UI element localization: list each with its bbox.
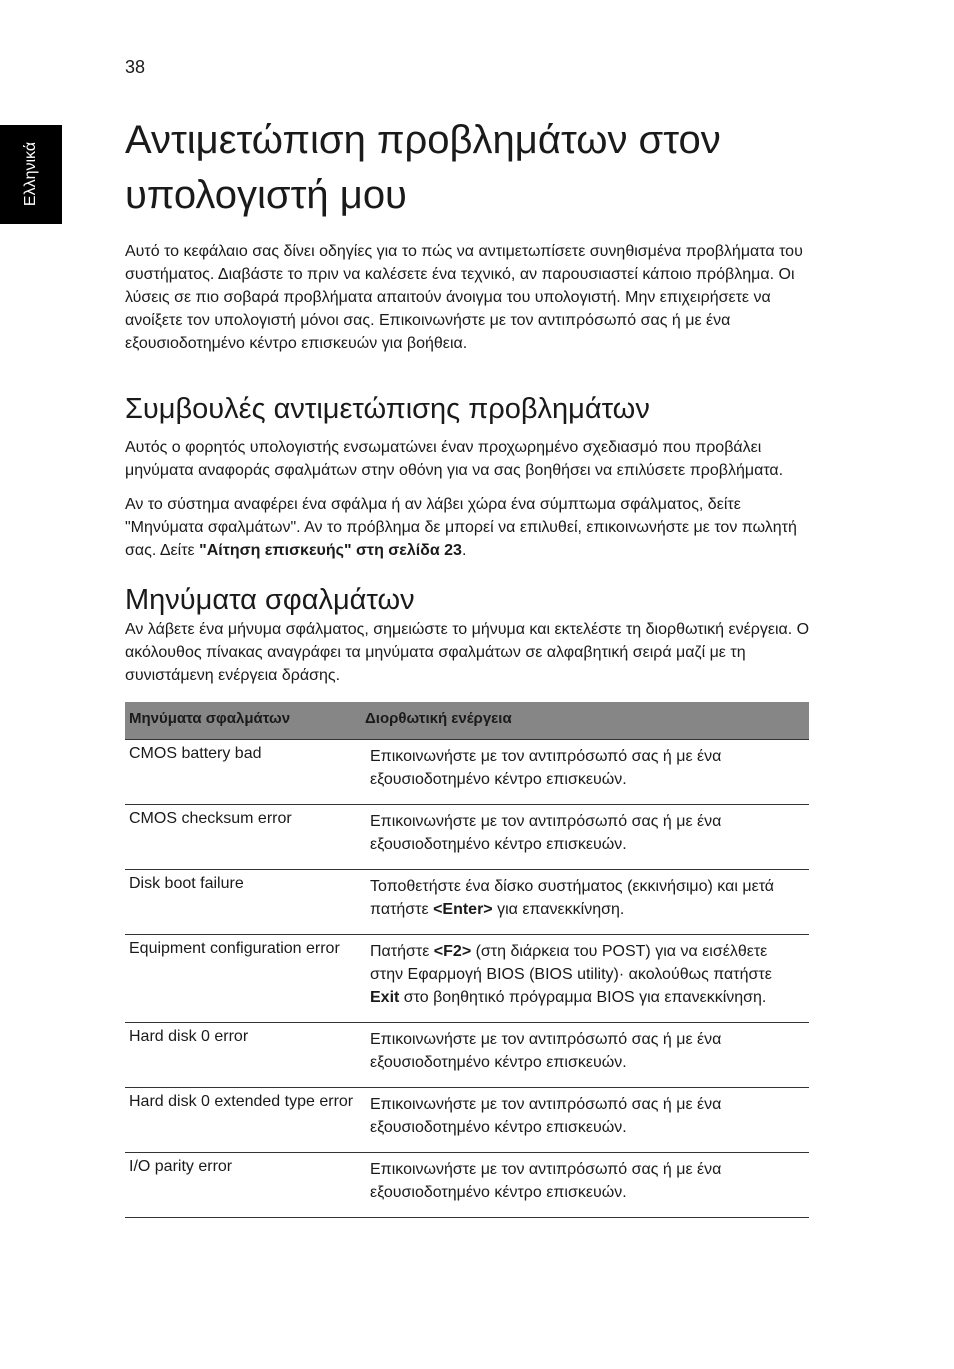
enter-key-label: <Enter> [433, 901, 493, 918]
table-row [125, 1153, 809, 1218]
tips-paragraph-2 [125, 493, 815, 562]
error-message-cell: Hard disk 0 error [125, 1023, 361, 1088]
error-message-cell: CMOS battery bad [125, 740, 361, 805]
action-cell: Επικοινωνήστε με τον αντιπρόσωπό σας ή με ένα εξουσιοδοτημένο κέντρο επισκευών. [361, 1153, 809, 1218]
exit-key-label: Exit [370, 989, 400, 1006]
errors-heading: Μηνύματα σφαλμάτων [125, 584, 415, 616]
action-text: Πατήστε [370, 943, 434, 960]
action-cell: Επικοινωνήστε με τον αντιπρόσωπό σας ή με ένα εξουσιοδοτημένο κέντρο επισκευών. [361, 1023, 809, 1088]
action-text: στο βοηθητικό πρόγραμμα BIOS για επανεκκίνηση. [399, 989, 767, 1006]
page-content [125, 113, 815, 1218]
error-message-cell: Hard disk 0 extended type error [125, 1088, 361, 1153]
tips-paragraph-2-end: . [461, 542, 467, 559]
service-request-link[interactable]: "Αίτηση επισκευής" στη σελίδα 23 [199, 542, 462, 559]
column-header-messages: Μηνύματα σφαλμάτων [125, 702, 361, 740]
chapter-title: Αντιμετώπιση προβλημάτων στον υπολογιστή μου [125, 118, 721, 217]
action-cell [361, 870, 809, 935]
action-text: για επανεκκίνηση. [492, 901, 625, 918]
table-row [125, 1023, 809, 1088]
language-side-tab [0, 125, 62, 224]
error-message-cell: Disk boot failure [125, 870, 361, 935]
tips-paragraph-1: Αυτός ο φορητός υπολογιστής ενσωματώνει έναν προχωρημένο σχεδιασμό που προβάλει μηνύματα αναφοράς σφαλμάτων στην οθόνη για να σας βοηθήσει να επιλύσετε προβλήματα. [125, 439, 784, 479]
error-message-cell: Equipment configuration error [125, 935, 361, 1023]
action-text: Τοποθετήστε ένα δίσκο συστήματος (εκκινήσιμο) και μετά πατήστε [370, 878, 775, 918]
errors-intro: Αν λάβετε ένα μήνυμα σφάλματος, σημειώστε το μήνυμα και εκτελέστε τη διορθωτική ενέργεια. Ο ακόλουθος πίνακας αναγράφει τα μηνύματα σφαλμάτων σε αλφαβητική σειρά μαζί με τη συνιστάμενη ενέργεια δράσης. [125, 621, 810, 684]
action-cell: Επικοινωνήστε με τον αντιπρόσωπό σας ή με ένα εξουσιοδοτημένο κέντρο επισκευών. [361, 740, 809, 805]
chapter-intro: Αυτό το κεφάλαιο σας δίνει οδηγίες για το πώς να αντιμετωπίσετε συνηθισμένα προβλήματα του συστήματος. Διαβάστε το πριν να καλέσετε ένα τεχνικό, αν παρουσιαστεί κάποιο πρόβλημα. Οι λύσεις σε πιο σοβαρά προβλήματα απαιτούν άνοιγμα του υπολογιστή. Μην επιχειρήσετε να ανοίξετε τον υπολογιστή μόνοι σας. Επικοινωνήστε με τον αντιπρόσωπό σας ή με ένα εξουσιοδοτημένο κέντρο επισκευών για βοήθεια. [125, 243, 803, 352]
action-cell: Επικοινωνήστε με τον αντιπρόσωπό σας ή με ένα εξουσιοδοτημένο κέντρο επισκευών. [361, 805, 809, 870]
table-row [125, 1088, 809, 1153]
table-header-row [125, 702, 809, 740]
language-side-tab-label: Ελληνικά [22, 141, 39, 207]
error-message-cell: I/O parity error [125, 1153, 361, 1218]
f2-key-label: <F2> [433, 943, 472, 960]
column-header-action: Διορθωτική ενέργεια [361, 702, 809, 740]
tips-heading: Συμβουλές αντιμετώπισης προβλημάτων [125, 393, 650, 425]
page-number: 38 [125, 57, 146, 77]
action-text: (στη διάρκεια του POST) για να εισέλθετε στην Εφαρμογή BIOS (BIOS utility)· ακολούθως πατήστε [370, 943, 772, 983]
table-row [125, 740, 809, 805]
tips-paragraph-2-text: Αν το σύστημα αναφέρει ένα σφάλμα ή αν λάβει χώρα ένα σύμπτωμα σφάλματος, δείτε "Μηνύματα σφαλμάτων". Αν το πρόβλημα δε μπορεί να επιλυθεί, επικοινωνήστε με τον πωλητή σας. Δείτε [125, 496, 797, 559]
error-message-cell: CMOS checksum error [125, 805, 361, 870]
table-row [125, 870, 809, 935]
error-messages-table [125, 702, 809, 1218]
table-row [125, 935, 809, 1023]
action-cell: Επικοινωνήστε με τον αντιπρόσωπό σας ή με ένα εξουσιοδοτημένο κέντρο επισκευών. [361, 1088, 809, 1153]
action-cell [361, 935, 809, 1023]
table-row [125, 805, 809, 870]
